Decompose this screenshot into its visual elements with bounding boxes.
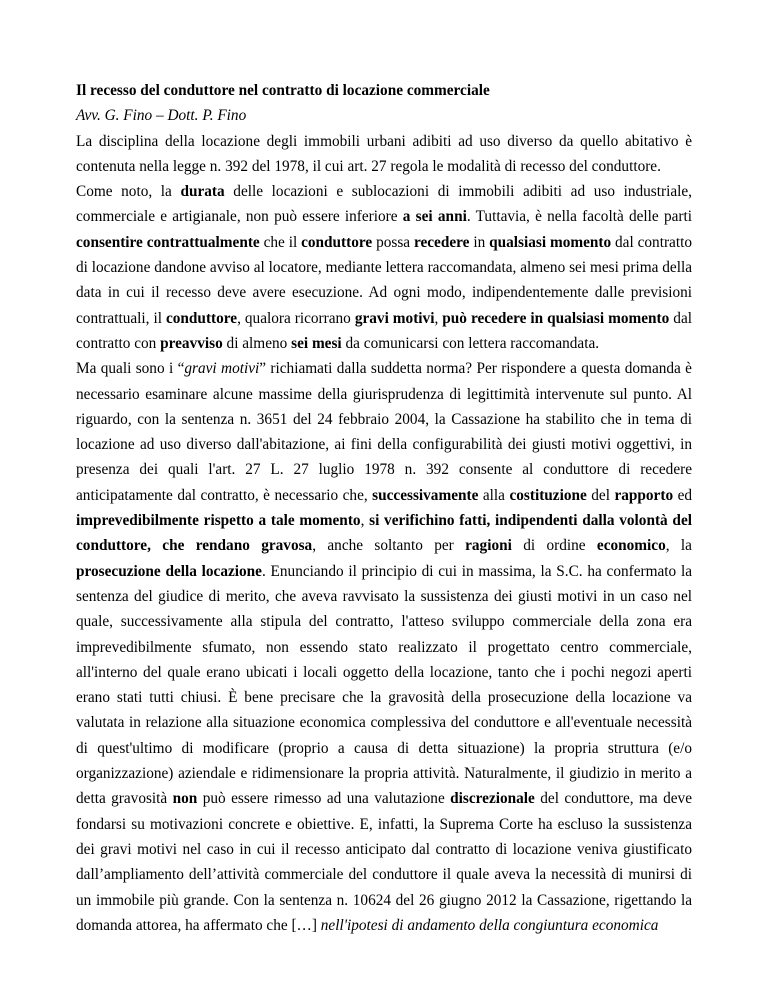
document-title: Il recesso del conduttore nel contratto di locazione commerciale bbox=[76, 82, 490, 99]
paragraph-duration: Come noto, la durata delle locazioni e sublocazioni di immobili adibiti ad uso industriale, commerciale e artigianale, non può essere inferiore a sei anni. Tuttavia, è nella facoltà delle parti consentire contrattualmente che il conduttore possa recedere in qualsiasi momento dal contratto di locazione dandone avviso al locatore, mediante lettera raccomandata, almeno sei mesi prima della data in cui il recesso deve avere esecuzione. Ad ogni modo, indipendentemente dalle previsioni contrattuali, il conduttore, qualora ricorrano gravi motivi, può recedere in qualsiasi momento dal contratto con preavviso di almeno sei mesi da comunicarsi con lettera raccomandata. bbox=[76, 183, 692, 352]
document-authors: Avv. G. Fino – Dott. P. Fino bbox=[76, 107, 247, 125]
paragraph-intro: La disciplina della locazione degli immobili urbani adibiti ad uso diverso da quello abitativo è contenuta nella legge n. 392 del 1978, il cui art. 27 regola le modalità di recesso del conduttore. bbox=[76, 132, 692, 175]
paragraph-gravi-motivi: Ma quali sono i “gravi motivi” richiamati dalla suddetta norma? Per rispondere a questa domanda è necessario esaminare alcune massime della giurisprudenza di legittimità intervenute sul punto. Al riguardo, con la sentenza n. 3651 del 24 febbraio 2004, la Cassazione ha stabilito che in tema di locazione ad uso diverso dall'abitazione, ai fini della configurabilità dei giusti motivi oggettivi, in presenza dei quali l'art. 27 L. 27 luglio 1978 n. 392 consente al conduttore di recedere anticipatamente dal contratto, è necessario che, successivamente alla costituzione del rapporto ed imprevedibilmente rispetto a tale momento, si verifichino fatti, indipendenti dalla volontà del conduttore, che rendano gravosa, anche soltanto per ragioni di ordine economico, la prosecuzione della locazione. Enunciando il principio di cui in massima, la S.C. ha confermato la sentenza del giudice di merito, che aveva ravvisato la sussistenza dei giusti motivi in un caso nel quale, successivamente alla stipula del contratto, l'atteso sviluppo commerciale della zona era imprevedibilmente sfumato, non essendo stato realizzato il progettato centro commerciale, all'interno del quale erano ubicati i locali oggetto della locazione, tanto che i pochi negozi aperti erano stati tutti chiusi. È bene precisare che la gravosità della prosecuzione della locazione va valutata in relazione alla situazione economica complessiva del conduttore e all'eventuale necessità di quest'ultimo di modificare (proprio a causa di detta situazione) la propria struttura (e/o organizzazione) aziendale e ridimensionare la propria attività. Naturalmente, il giudizio in merito a detta gravosità non può essere rimesso ad una valutazione discrezionale del conduttore, ma deve fondarsi su motivazioni concrete e obiettive. E, infatti, la Suprema Corte ha escluso la sussistenza dei gravi motivi nel caso in cui il recesso anticipato dal contratto di locazione veniva giustificato dall’ampliamento dell’attività commerciale del conduttore il quale aveva la necessità di munirsi di un immobile più grande. Con la sentenza n. 10624 del 26 giugno 2012 la Cassazione, rigettando la domanda attorea, ha affermato che […] nell'ipotesi di andamento della congiuntura economica bbox=[76, 360, 693, 934]
document-page bbox=[76, 78, 692, 938]
